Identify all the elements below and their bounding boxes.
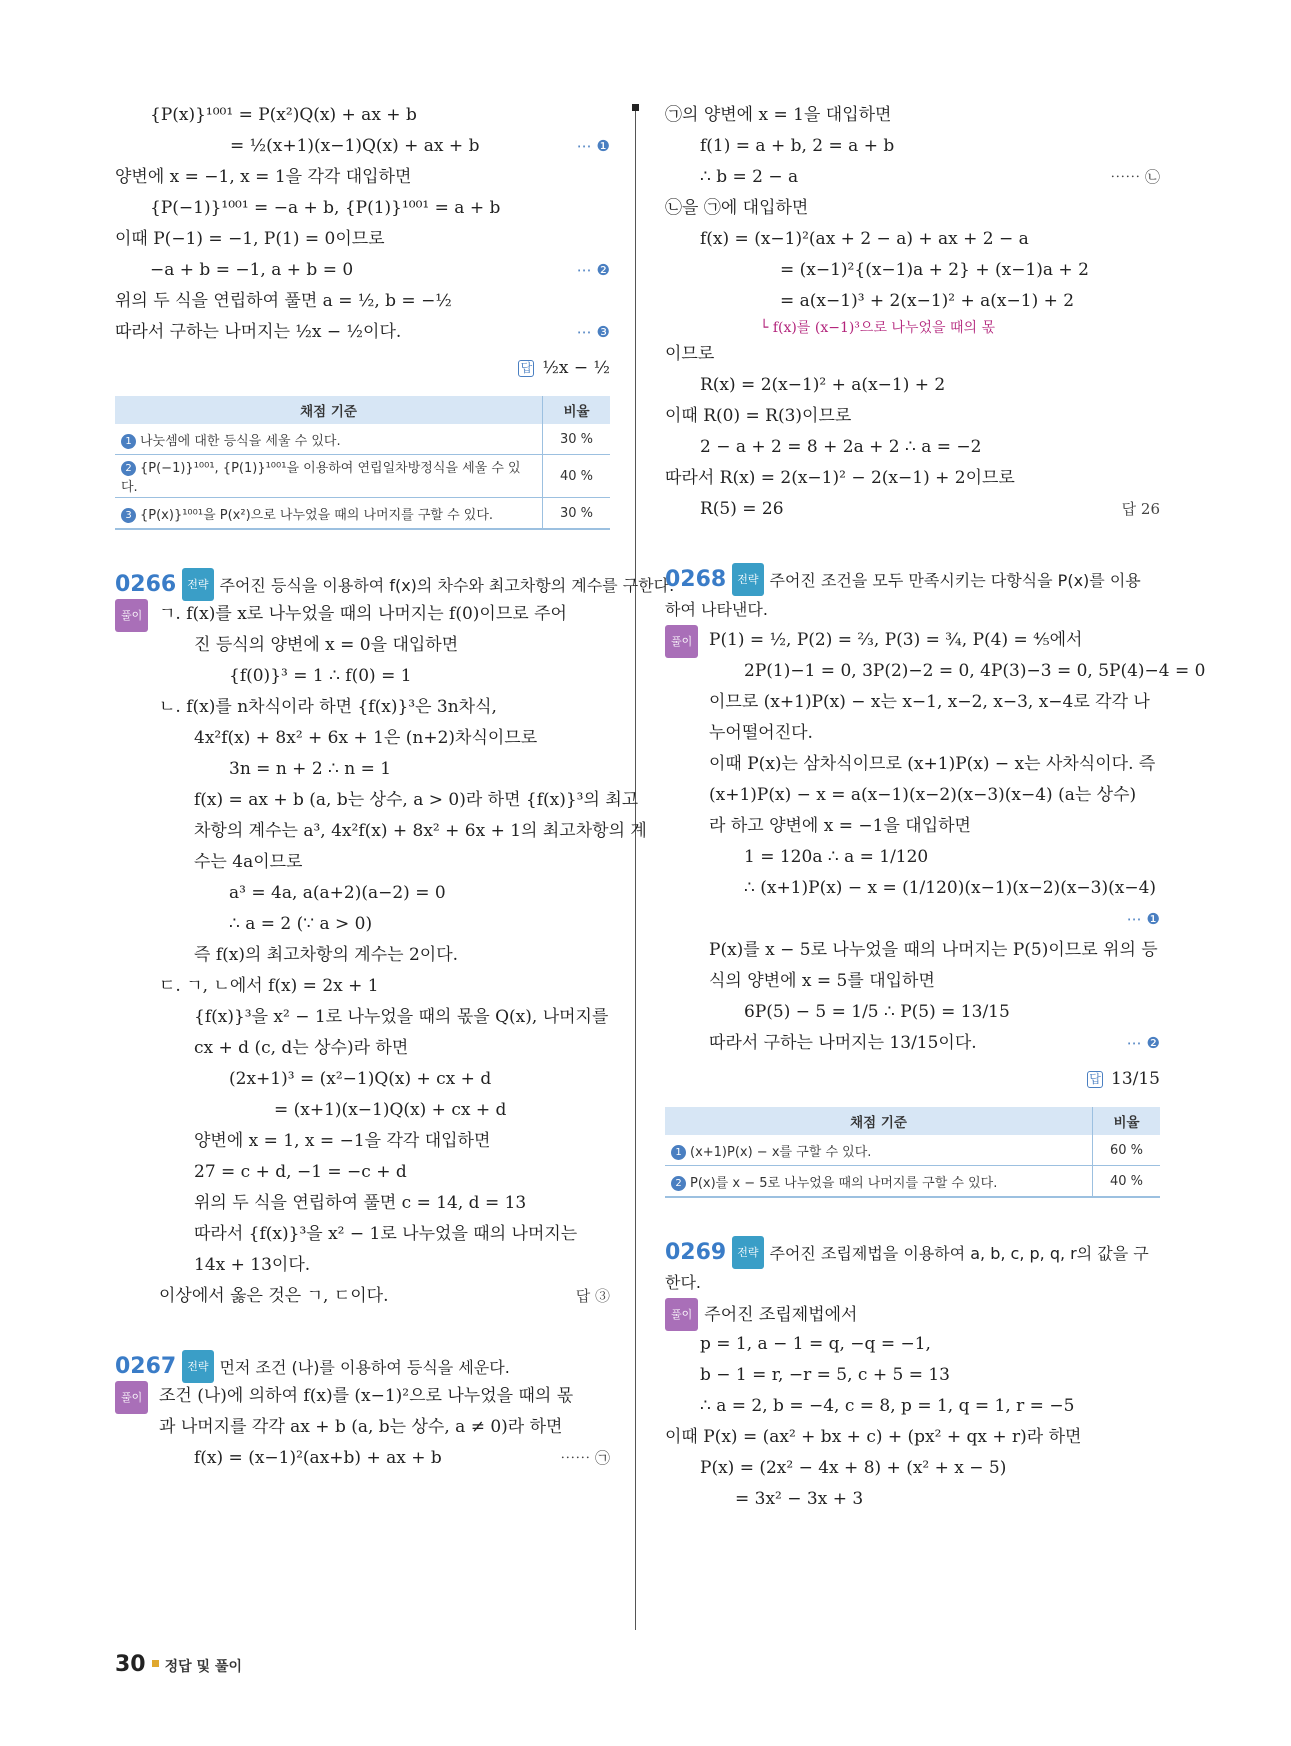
line-text: 과 나머지를 각각 ax + b (a, b는 상수, a ≠ 0)라 하면 (159, 1417, 563, 1437)
line-text: 6P(5) − 5 = 1/5 ∴ P(5) = 13/15 (744, 1002, 1010, 1022)
text-line (115, 100, 610, 131)
line-text: 14x + 13이다. (194, 1255, 311, 1275)
text-line (159, 785, 639, 816)
text-line (115, 255, 610, 286)
text-line (709, 625, 1160, 656)
right-column (665, 100, 1206, 1515)
line-text: = (x+1)(x−1)Q(x) + cx + d (274, 1100, 507, 1120)
grading-body-1 (115, 424, 610, 529)
line-text: 2P(1)−1 = 0, 3P(2)−2 = 0, 4P(3)−3 = 0, 5P(4)−4 = 0 (744, 661, 1206, 681)
problem-0267-continued-2 (665, 339, 1160, 525)
text-line (159, 1412, 610, 1443)
line-text: = 3x² − 3x + 3 (735, 1489, 864, 1509)
answer-line (665, 1059, 1160, 1099)
strategy-text: 주어진 조립제법을 이용하여 a, b, c, p, q, r의 값을 구 (769, 1244, 1149, 1263)
step-marker: ⋯ ❶ (1126, 910, 1160, 928)
grading-row (115, 455, 610, 498)
strategy-tag: 전략 (182, 1350, 213, 1383)
problem-0268-solution (665, 625, 1206, 1059)
line-text: f(x) = (x−1)²(ax+b) + ax + b (194, 1448, 442, 1468)
step-marker: ⋯ ❷ (576, 261, 610, 279)
solution-tag: 풀이 (665, 1298, 698, 1331)
step-marker: 답 ③ (575, 1287, 610, 1305)
text-line (159, 1381, 610, 1412)
step-marker: 답 26 (1121, 500, 1160, 518)
line-text: 27 = c + d, −1 = −c + d (194, 1162, 407, 1182)
line-text: 1 = 120a ∴ a = 1/120 (744, 847, 929, 867)
text-line (709, 842, 1160, 873)
line-text: 양변에 x = −1, x = 1을 각각 대입하면 (115, 167, 412, 187)
text-line (115, 193, 610, 224)
line-text: {P(x)}¹⁰⁰¹ = P(x²)Q(x) + ax + b (150, 105, 417, 125)
text-line (159, 1250, 610, 1281)
text-line (665, 162, 1160, 193)
line-text: f(1) = a + b, 2 = a + b (700, 136, 895, 156)
line-text: P(x)를 x − 5로 나누었을 때의 나머지는 P(5)이므로 위의 등 (709, 940, 1158, 960)
text-line (665, 432, 1160, 463)
text-line (159, 1033, 610, 1064)
text-line (115, 162, 610, 193)
problem-0269-solution (665, 1329, 1160, 1515)
line-text: 이므로 (665, 344, 715, 364)
line-text: 2 − a + 2 = 8 + 2a + 2 ∴ a = −2 (700, 437, 982, 457)
text-line (159, 1219, 610, 1250)
step-marker: ⋯⋯ ㉡ (1110, 168, 1160, 186)
problem-0267-header (115, 1350, 610, 1381)
footer-label: 정답 및 풀이 (164, 1659, 242, 1675)
text-line (709, 656, 1206, 687)
line-text: (2x+1)³ = (x²−1)Q(x) + cx + d (229, 1069, 492, 1089)
problem-number: 0269 (665, 1240, 727, 1265)
text-line (159, 723, 610, 754)
text-line (159, 1002, 610, 1033)
answer-icon: 답 (518, 360, 534, 377)
quotient-note: └ f(x)를 (x−1)³으로 나누었을 때의 몫 (760, 320, 995, 336)
line-text: 차항의 계수는 a³, 4x²f(x) + 8x² + 6x + 1의 최고차항의 계 (194, 821, 647, 841)
strategy-text-cont: 하여 나타낸다. (665, 600, 768, 619)
text-line (159, 971, 610, 1002)
solution-first-line (665, 1298, 1160, 1329)
problem-0266-header (115, 568, 675, 599)
text-line (159, 940, 610, 971)
answer-icon: 답 (1087, 1071, 1103, 1088)
grading-row (115, 498, 610, 530)
problem-0267-solution (115, 1381, 610, 1474)
line-text: ㄴ. f(x)를 n차식이라 하면 {f(x)}³은 3n차식, (159, 697, 497, 717)
grading-criterion (115, 498, 543, 530)
grading-row (665, 1135, 1160, 1166)
text-line (159, 630, 610, 661)
text-line (159, 754, 610, 785)
text-line (709, 873, 1160, 904)
line-text: ∴ a = 2, b = −4, c = 8, p = 1, q = 1, r = −5 (700, 1396, 1075, 1416)
grading-criterion (665, 1135, 1093, 1166)
grading-row (665, 1166, 1160, 1198)
criterion-text: {P(x)}¹⁰⁰¹을 P(x²)으로 나누었을 때의 나머지를 구할 수 있다. (140, 507, 494, 523)
line-text: P(1) = ½, P(2) = ⅔, P(3) = ¾, P(4) = ⅘에서 (709, 630, 1083, 650)
grading-criterion (665, 1166, 1093, 1198)
line-text: a³ = 4a, a(a+2)(a−2) = 0 (229, 883, 446, 903)
text-line (115, 131, 610, 162)
strategy-text-cont: 한다. (665, 1273, 701, 1292)
line-text: b − 1 = r, −r = 5, c + 5 = 13 (700, 1365, 950, 1385)
grading-criterion (115, 424, 543, 455)
line-text: ㉡을 ㉠에 대입하면 (665, 198, 809, 218)
answer-value: 13/15 (1111, 1069, 1160, 1089)
step-marker: ⋯ ❶ (576, 137, 610, 155)
criterion-text: {P(−1)}¹⁰⁰¹, {P(1)}¹⁰⁰¹을 이용하여 연립일차방정식을 세울 수 있다. (121, 461, 521, 495)
grading-ratio: 40 % (1093, 1166, 1161, 1198)
problem-0268-header (665, 563, 1160, 594)
line-text: f(x) = (x−1)²(ax + 2 − a) + ax + 2 − a (700, 229, 1029, 249)
text-line (665, 1391, 1160, 1422)
line-text: 3n = n + 2 ∴ n = 1 (229, 759, 392, 779)
line-text: ∴ (x+1)P(x) − x = (1/120)(x−1)(x−2)(x−3)(x−4) (744, 878, 1157, 898)
line-text: 라 하고 양변에 x = −1을 대입하면 (709, 816, 971, 836)
text-line (665, 463, 1160, 494)
text-line (115, 224, 610, 255)
grading-header-criteria: 채점 기준 (115, 396, 543, 424)
line-text: ∴ b = 2 − a (700, 167, 799, 187)
strategy-text: 주어진 조건을 모두 만족시키는 다항식을 P(x)를 이용 (769, 571, 1141, 590)
strategy-text: 주어진 등식을 이용하여 f(x)의 차수와 최고차항의 계수를 구한다. (219, 576, 675, 595)
line-text: 따라서 R(x) = 2(x−1)² − 2(x−1) + 2이므로 (665, 468, 1015, 488)
line-text: 따라서 {f(x)}³을 x² − 1로 나누었을 때의 나머지는 (194, 1224, 578, 1244)
step-marker: ⋯ ❷ (1126, 1034, 1160, 1052)
strategy-tag: 전략 (182, 568, 213, 601)
strategy-tag: 전략 (732, 563, 763, 596)
text-line (709, 966, 1160, 997)
text-line (159, 1126, 610, 1157)
text-line (665, 494, 1160, 525)
text-line (709, 935, 1160, 966)
grading-ratio: 60 % (1093, 1135, 1161, 1166)
line-text: p = 1, a − 1 = q, −q = −1, (700, 1334, 931, 1354)
step-number-icon: 1 (671, 1145, 686, 1160)
text-line (665, 131, 1160, 162)
text-line (665, 370, 1160, 401)
step-marker: ⋯ ❸ (576, 323, 610, 341)
text-line (159, 1064, 610, 1095)
problem-number: 0266 (115, 572, 177, 597)
text-line (159, 1443, 610, 1474)
text-line (709, 749, 1160, 780)
step-number-icon: 2 (671, 1176, 686, 1191)
text-line (709, 687, 1160, 718)
solution-tag: 풀이 (115, 599, 148, 632)
line-text: = (x−1)²{(x−1)a + 2} + (x−1)a + 2 (780, 260, 1089, 280)
text-line (665, 224, 1160, 255)
line-text: 양변에 x = 1, x = −1을 각각 대입하면 (194, 1131, 491, 1151)
line-text: −a + b = −1, a + b = 0 (150, 260, 354, 280)
text-line (665, 286, 1160, 317)
criterion-text: (x+1)P(x) − x를 구할 수 있다. (690, 1144, 872, 1160)
text-line (159, 1281, 610, 1312)
line-text: R(5) = 26 (700, 499, 784, 519)
step-marker: ⋯⋯ ㉠ (560, 1449, 610, 1467)
problem-number: 0268 (665, 567, 727, 592)
line-text: R(x) = 2(x−1)² + a(x−1) + 2 (700, 375, 946, 395)
problem-0269-header (665, 1236, 1160, 1267)
line-text: 즉 f(x)의 최고차항의 계수는 2이다. (194, 945, 459, 965)
step-number-icon: 1 (121, 434, 136, 449)
text-line (159, 692, 610, 723)
line-text: 위의 두 식을 연립하여 풀면 a = ½, b = −½ (115, 291, 452, 311)
text-line (159, 599, 610, 630)
column-divider (635, 110, 636, 1630)
text-line (159, 1095, 610, 1126)
footer-square-icon (152, 1660, 159, 1667)
problem-number: 0267 (115, 1354, 177, 1379)
line-text: 식의 양변에 x = 5를 대입하면 (709, 971, 935, 991)
text-line (159, 816, 647, 847)
strategy-text: 먼저 조건 (나)를 이용하여 등식을 세운다. (219, 1358, 510, 1377)
text-line (709, 718, 1160, 749)
line-text: ㄷ. ㄱ, ㄴ에서 f(x) = 2x + 1 (159, 976, 379, 996)
page-number: 30 (115, 1652, 146, 1677)
problem-0267-continued (665, 100, 1160, 317)
line-text: 이므로 (x+1)P(x) − x는 x−1, x−2, x−3, x−4로 각각 나 (709, 692, 1150, 712)
line-text: 따라서 구하는 나머지는 13/15이다. (709, 1033, 977, 1053)
line-text: {f(0)}³ = 1 ∴ f(0) = 1 (229, 666, 412, 686)
line-text: 이때 R(0) = R(3)이므로 (665, 406, 852, 426)
left-top-block (115, 100, 610, 348)
line-text: (x+1)P(x) − x = a(x−1)(x−2)(x−3)(x−4) (a는 상수) (709, 785, 1137, 805)
criterion-text: 나눗셈에 대한 등식을 세울 수 있다. (140, 433, 341, 449)
problem-0266-solution (115, 599, 647, 1312)
text-line (159, 661, 610, 692)
step-number-icon: 3 (121, 508, 136, 523)
text-line (665, 193, 1160, 224)
answer-value: ½x − ½ (542, 358, 610, 378)
text-line (159, 878, 610, 909)
step-number-icon: 2 (121, 461, 136, 476)
line-text: 4x²f(x) + 8x² + 6x + 1은 (n+2)차식이므로 (194, 728, 538, 748)
text-line (665, 339, 1160, 370)
line-text: ㉠의 양변에 x = 1을 대입하면 (665, 105, 892, 125)
line-text: ㄱ. f(x)를 x로 나누었을 때의 나머지는 f(0)이므로 주어 (159, 604, 567, 624)
answer-line (115, 348, 610, 388)
text-line (709, 904, 1160, 935)
line-text: f(x) = ax + b (a, b는 상수, a > 0)라 하면 {f(x)}³의 최고 (194, 790, 639, 810)
line-text: P(x) = (2x² − 4x + 8) + (x² + x − 5) (700, 1458, 1007, 1478)
grading-table-2 (665, 1107, 1160, 1198)
text-line (665, 1422, 1160, 1453)
grading-ratio: 40 % (543, 455, 611, 498)
line-text: 진 등식의 양변에 x = 0을 대입하면 (194, 635, 459, 655)
line-text: 이때 P(x) = (ax² + bx + c) + (px² + qx + r)라 하면 (665, 1427, 1082, 1447)
text-line (665, 401, 1160, 432)
line-text: 따라서 구하는 나머지는 ½x − ½이다. (115, 322, 402, 342)
strategy-tag: 전략 (732, 1236, 763, 1269)
line-text: 조건 (나)에 의하여 f(x)를 (x−1)²으로 나누었을 때의 몫 (159, 1386, 574, 1406)
grading-ratio: 30 % (543, 498, 611, 530)
line-text: 위의 두 식을 연립하여 풀면 c = 14, d = 13 (194, 1193, 527, 1213)
line-text: 이때 P(−1) = −1, P(1) = 0이므로 (115, 229, 385, 249)
grading-header-criteria: 채점 기준 (665, 1107, 1093, 1135)
text-line (159, 909, 610, 940)
line-text: = a(x−1)³ + 2(x−1)² + a(x−1) + 2 (780, 291, 1075, 311)
text-line (159, 1188, 610, 1219)
text-line (709, 811, 1160, 842)
page-footer (115, 1652, 242, 1677)
text-line (665, 1329, 1160, 1360)
line-text: ∴ a = 2 (∵ a > 0) (229, 914, 373, 934)
grading-criterion (115, 455, 543, 498)
text-line (709, 997, 1160, 1028)
line-text: 누어떨어진다. (709, 723, 813, 743)
text-line (159, 847, 610, 878)
grading-body-2 (665, 1135, 1160, 1197)
text-line (709, 780, 1160, 811)
text-line (115, 317, 610, 348)
text-line (115, 286, 610, 317)
line-text: 수는 4a이므로 (194, 852, 303, 872)
grading-header-ratio: 비율 (1093, 1107, 1161, 1135)
text-line (159, 1157, 610, 1188)
grading-row (115, 424, 610, 455)
criterion-text: P(x)를 x − 5로 나누었을 때의 나머지를 구할 수 있다. (690, 1175, 998, 1191)
line-text: 이때 P(x)는 삼차식이므로 (x+1)P(x) − x는 사차식이다. 즉 (709, 754, 1156, 774)
solution-tag: 풀이 (665, 625, 698, 658)
line-text: = ½(x+1)(x−1)Q(x) + ax + b (230, 136, 480, 156)
left-column (115, 100, 675, 1474)
line-text: 이상에서 옳은 것은 ㄱ, ㄷ이다. (159, 1286, 389, 1306)
text-line (709, 1028, 1160, 1059)
text-line (665, 100, 1160, 131)
grading-table-1 (115, 396, 610, 530)
solution-tag: 풀이 (115, 1381, 148, 1414)
text-line (665, 1360, 1160, 1391)
text-line (665, 1453, 1160, 1484)
text-line (665, 1484, 1160, 1515)
text-line (665, 255, 1160, 286)
grading-ratio: 30 % (543, 424, 611, 455)
solution-first-text: 주어진 조립제법에서 (704, 1305, 858, 1325)
line-text: {P(−1)}¹⁰⁰¹ = −a + b, {P(1)}¹⁰⁰¹ = a + b (150, 198, 501, 218)
line-text: {f(x)}³을 x² − 1로 나누었을 때의 몫을 Q(x), 나머지를 (194, 1007, 609, 1027)
grading-header-ratio: 비율 (543, 396, 611, 424)
line-text: cx + d (c, d는 상수)라 하면 (194, 1038, 409, 1058)
